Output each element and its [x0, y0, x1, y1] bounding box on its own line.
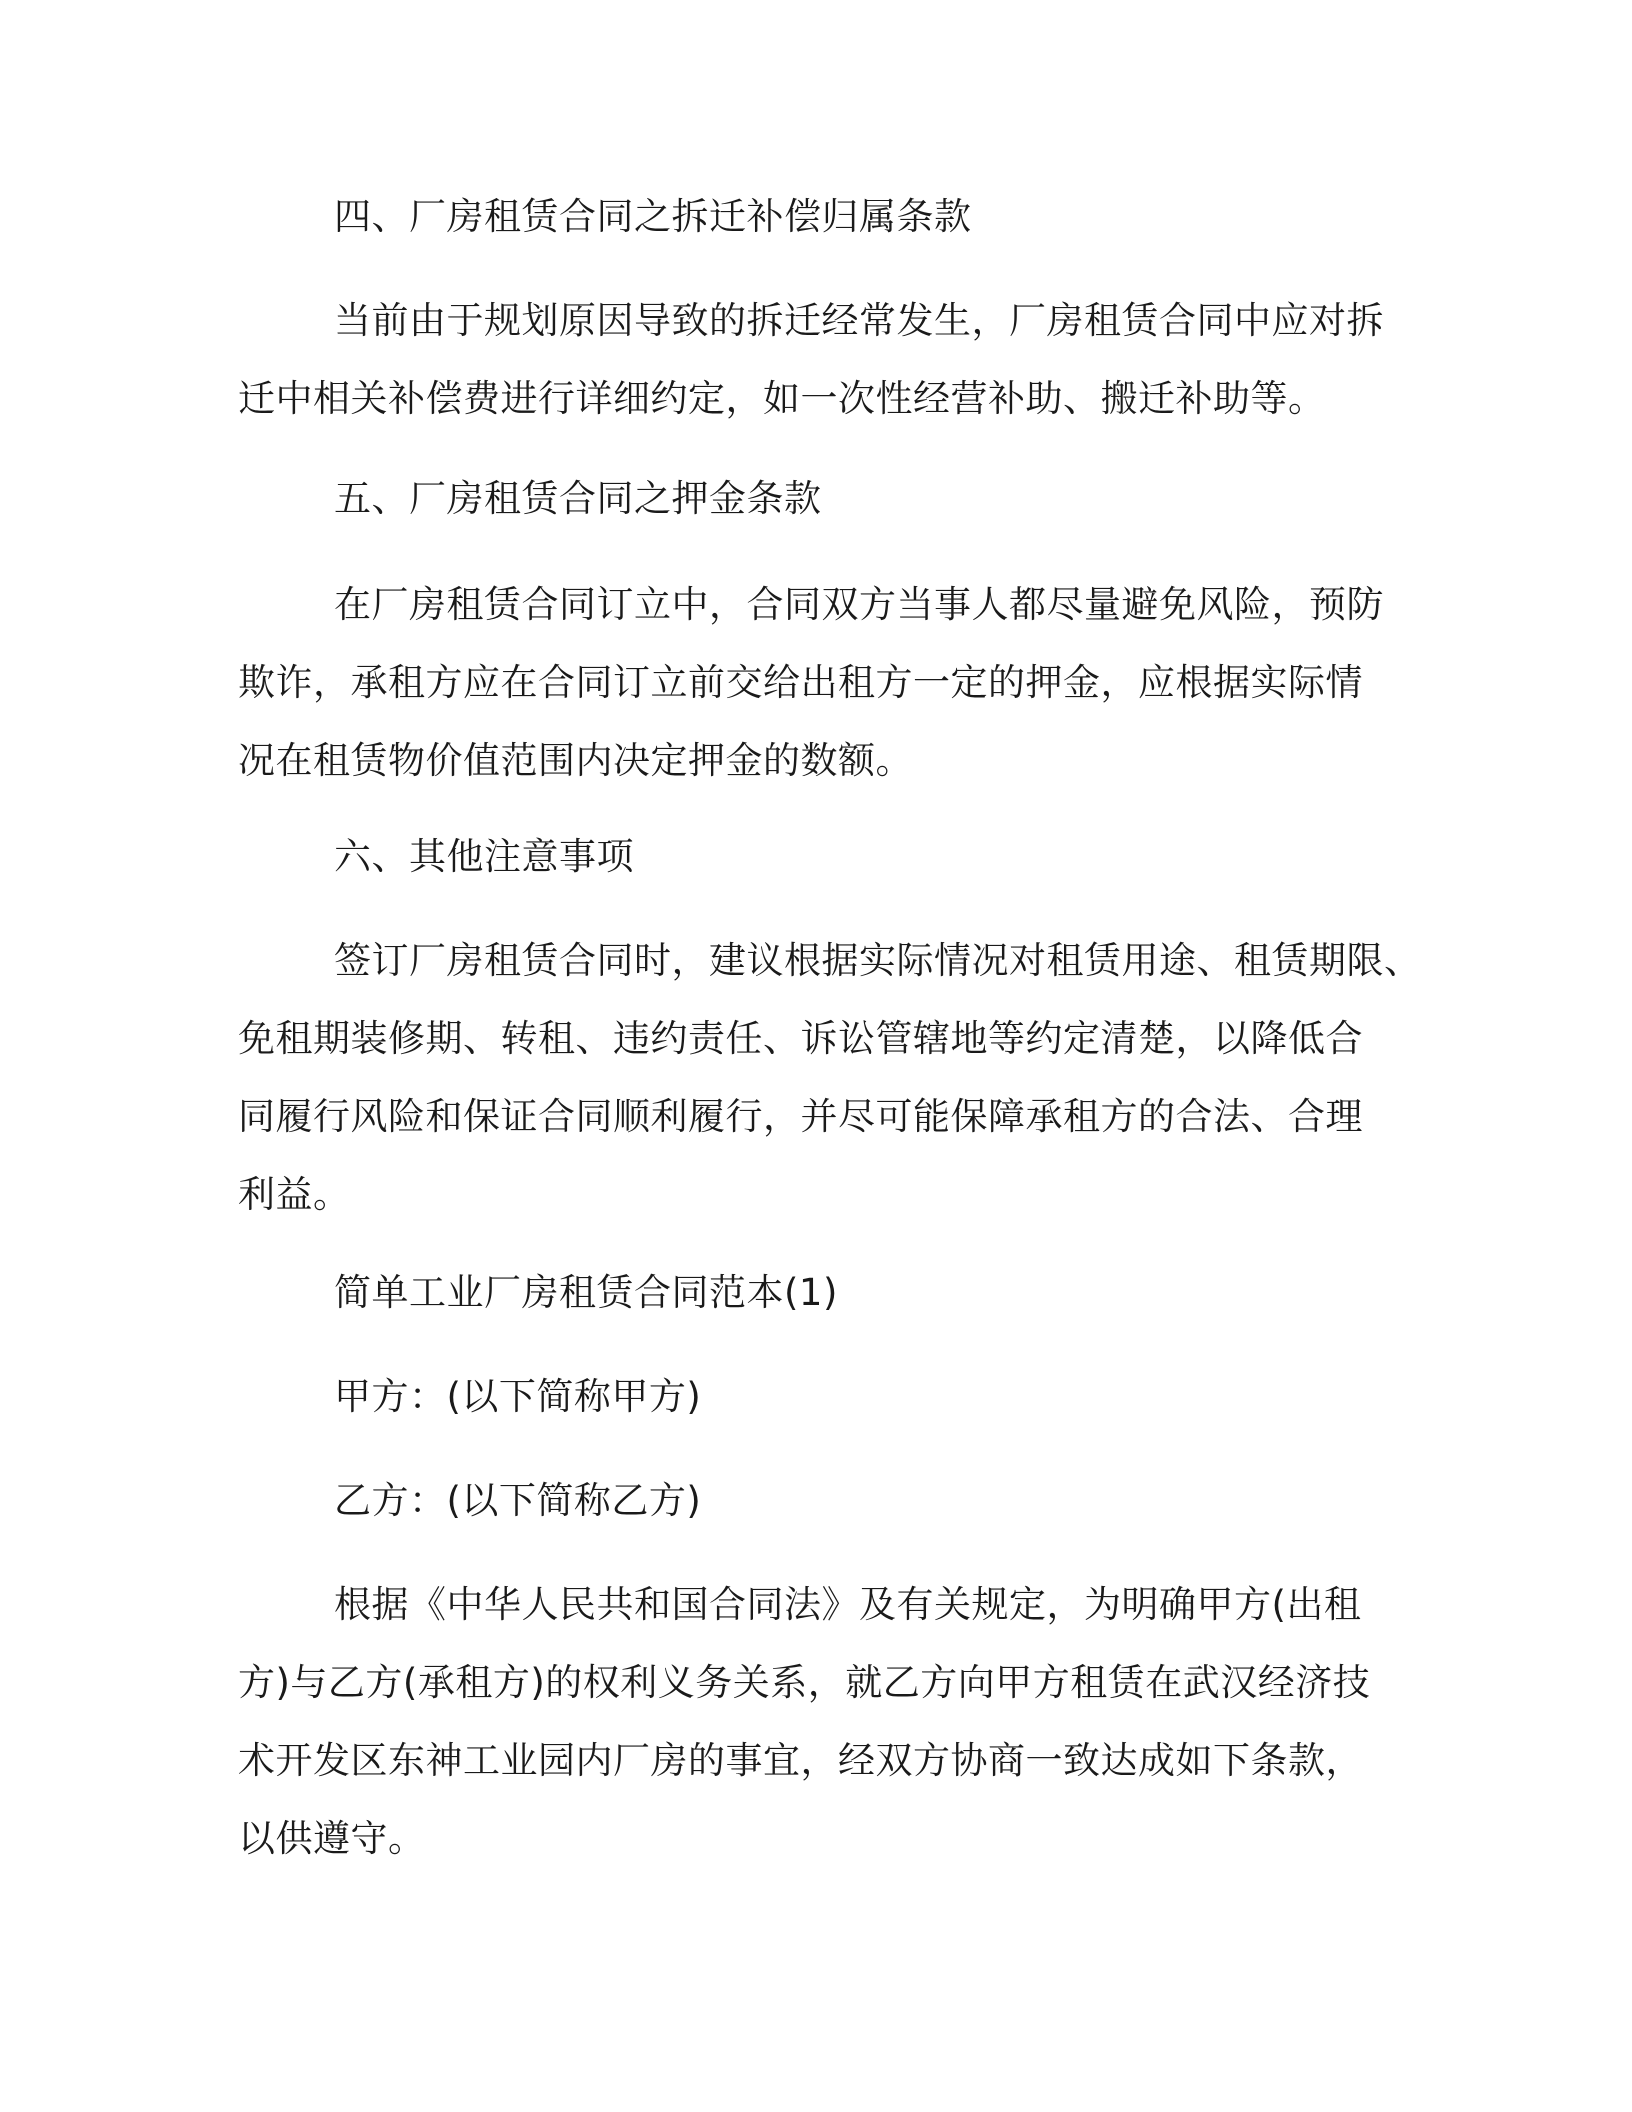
text-line: 四、厂房租赁合同之拆迁补偿归属条款 [334, 195, 972, 238]
text-line: 签订厂房租赁合同时，建议根据实际情况对租赁用途、租赁期限、 [334, 939, 1422, 982]
text-line: 方)与乙方(承租方)的权利义务关系，就乙方向甲方租赁在武汉经济技 [238, 1661, 1371, 1704]
paragraph-deposit [238, 566, 1418, 800]
text-line: 迁中相关补偿费进行详细约定，如一次性经营补助、搬迁补助等。 [238, 377, 1326, 420]
paragraph-demolition-compensation [238, 282, 1418, 438]
heading-deposit [238, 460, 1418, 538]
text-line: 利益。 [238, 1173, 351, 1216]
text-line: 况在租赁物价值范围内决定押金的数额。 [238, 739, 913, 782]
text-line: 以供遵守。 [238, 1817, 426, 1860]
text-line: 根据《中华人民共和国合同法》及有关规定，为明确甲方(出租 [334, 1583, 1362, 1626]
heading-contract-template [238, 1254, 1418, 1332]
text-line: 免租期装修期、转租、违约责任、诉讼管辖地等约定清楚，以降低合 [238, 1017, 1363, 1060]
text-line: 五、厂房租赁合同之押金条款 [334, 477, 822, 520]
text-line: 六、其他注意事项 [334, 835, 634, 878]
party-b-line [238, 1462, 1418, 1540]
text-line: 欺诈，承租方应在合同订立前交给出租方一定的押金，应根据实际情 [238, 661, 1363, 704]
text-line: 甲方：(以下简称甲方) [334, 1375, 702, 1418]
text-line: 同履行风险和保证合同顺利履行，并尽可能保障承租方的合法、合理 [238, 1095, 1363, 1138]
text-line: 当前由于规划原因导致的拆迁经常发生，厂房租赁合同中应对拆 [334, 299, 1384, 342]
text-line: 简单工业厂房租赁合同范本(1) [334, 1271, 838, 1314]
text-line: 在厂房租赁合同订立中，合同双方当事人都尽量避免风险，预防 [334, 583, 1384, 626]
party-a-line [238, 1358, 1418, 1436]
paragraph-other-notes [238, 922, 1422, 1234]
heading-demolition-compensation [238, 178, 1418, 256]
text-line: 术开发区东神工业园内厂房的事宜，经双方协商一致达成如下条款， [238, 1739, 1363, 1782]
text-line: 乙方：(以下简称乙方) [334, 1479, 702, 1522]
paragraph-contract-basis [238, 1566, 1418, 1878]
heading-other-notes [238, 818, 1418, 896]
